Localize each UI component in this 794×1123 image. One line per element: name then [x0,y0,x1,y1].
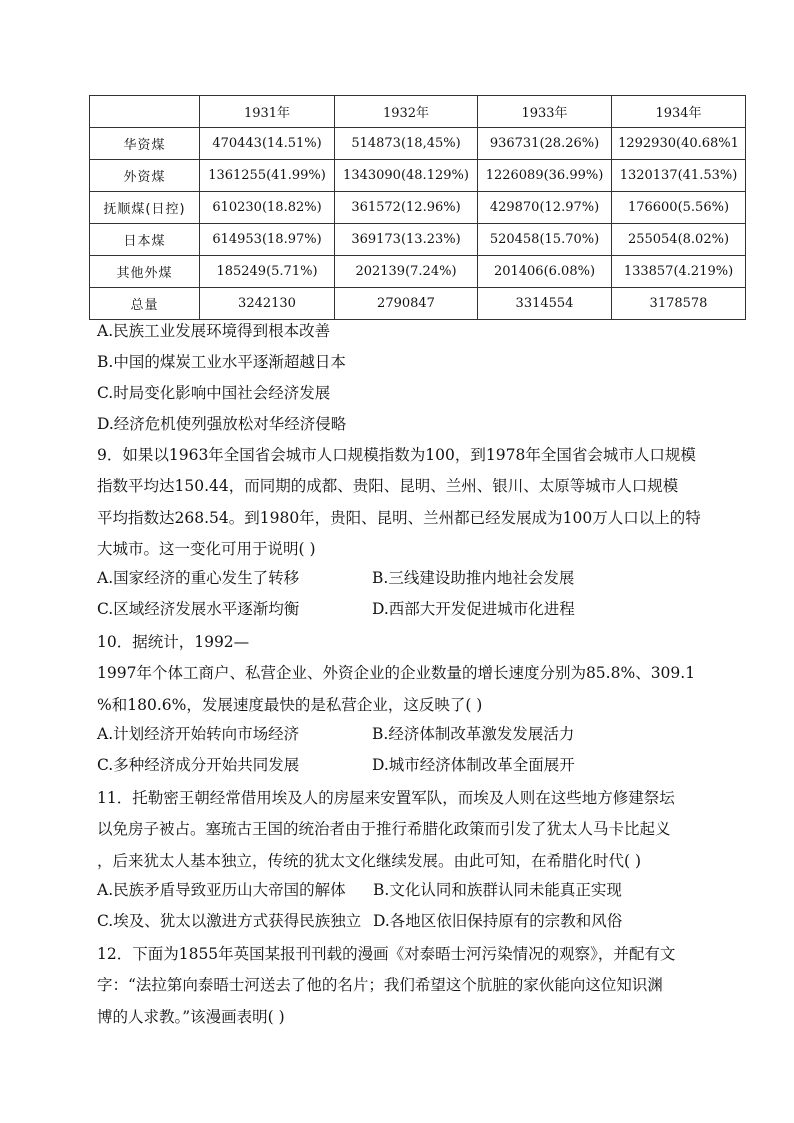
question-10-stem [97,627,723,721]
row-header: 总量 [90,288,200,320]
q10-option-d: D.城市经济体制改革全面展开 [372,756,575,774]
option-c: C.时局变化影响中国社会经济发展 [97,384,331,402]
table-cell: 185249(5.71%) [200,256,335,288]
table-cell: 202139(7.24%) [335,256,478,288]
q9-option-a: A.国家经济的重心发生了转移 [97,569,300,587]
table-cell: 3178578 [612,288,746,320]
q11-option-c: C.埃及、犹太以激进方式获得民族独立 [97,912,362,930]
question-line: 大城市。这一变化可用于说明( ) [97,539,316,558]
table-row [90,192,746,224]
question-line: 平均指数达268.54。到1980年，贵阳、昆明、兰州都已经发展成为100万人口以上的特 [97,508,701,527]
q10-option-b: B.经济体制改革激发发展活力 [372,725,575,743]
table-cell: 176600(5.56%) [612,192,746,224]
row-header: 外资煤 [90,160,200,192]
row-header: 华资煤 [90,128,200,160]
question-line: 11．托勒密王朝经常借用埃及人的房屋来安置军队，而埃及人则在这些地方修建祭坛 [97,789,675,807]
row-header: 其他外煤 [90,256,200,288]
table-row [90,256,746,288]
table-cell: 361572(12.96%) [335,192,478,224]
table-cell: 1320137(41.53%) [612,160,746,192]
row-header: 抚顺煤(日控) [90,192,200,224]
table-cell: 1292930(40.68%1 [612,128,746,160]
q9-option-c: C.区域经济发展水平逐渐均衡 [97,600,300,618]
table-cell: 1226089(36.99%) [478,160,612,192]
question-line: 指数平均达150.44，而同期的成都、贵阳、昆明、兰州、银川、太原等城市人口规模 [97,477,679,496]
question-line: 1997年个体工商户、私营企业、外资企业的企业数量的增长速度分别为85.8%、309.1 [97,664,696,683]
question-line: 12．下面为1855年英国某报刊刊载的漫画《对泰晤士河污染情况的观察》，并配有文 [97,945,676,963]
column-header: 1931年 [200,96,335,128]
column-header: 1933年 [478,96,612,128]
table-cell: 610230(18.82%) [200,192,335,224]
question-line: 9．如果以1963年全国省会城市人口规模指数为100，到1978年全国省会城市人口规模 [97,446,696,464]
q10-option-a: A.计划经济开始转向市场经济 [97,725,300,743]
question-12-stem [97,939,723,1033]
table-cell: 1343090(48.129%) [335,160,478,192]
coal-consumption-table [89,95,746,320]
column-header: 1934年 [612,96,746,128]
table-cell: 3242130 [200,288,335,320]
column-header: 1932年 [335,96,478,128]
table-row [90,160,746,192]
table-cell: 2790847 [335,288,478,320]
table-cell: 520458(15.70%) [478,224,612,256]
table-cell: 201406(6.08%) [478,256,612,288]
q11-option-d: D.各地区依旧保持原有的宗教和风俗 [373,912,623,930]
q9-option-b: B.三线建设助推内地社会发展 [372,569,575,587]
option-a: A.民族工业发展环境得到根本改善 [97,322,331,340]
option-b: B.中国的煤炭工业水平逐渐超越日本 [97,353,346,371]
table-cell: 429870(12.97%) [478,192,612,224]
table-cell: 133857(4.219%) [612,256,746,288]
question-line: ，后来犹太人基本独立，传统的犹太文化继续发展。由此可知，在希腊化时代( ) [97,851,642,870]
table-row [90,128,746,160]
table-cell: 255054(8.02%) [612,224,746,256]
question-9-stem [97,440,723,565]
table-corner-cell [90,96,200,128]
table-header-row [90,96,746,128]
table-cell: 3314554 [478,288,612,320]
table-cell: 614953(18.97%) [200,224,335,256]
row-header: 日本煤 [90,224,200,256]
question-line: 博的人求教。”该漫画表明( ) [97,1007,285,1026]
q9-option-d: D.西部大开发促进城市化进程 [372,600,575,618]
question-line: 10．据统计，1992— [97,633,250,651]
table-row [90,288,746,320]
question-11-stem [97,783,723,877]
table-cell: 936731(28.26%) [478,128,612,160]
question-line: 以免房子被占。塞琉古王国的统治者由于推行希腊化政策而引发了犹太人马卡比起义 [97,820,671,839]
question-line: 字：“法拉第向泰晤士河送去了他的名片；我们希望这个肮脏的家伙能向这位知识渊 [97,976,663,995]
q10-option-c: C.多种经济成分开始共同发展 [97,756,300,774]
q11-option-b: B.文化认同和族群认同未能真正实现 [373,881,622,899]
option-d: D.经济危机使列强放松对华经济侵略 [97,415,347,433]
table-cell: 470443(14.51%) [200,128,335,160]
table-cell: 514873(18,45%) [335,128,478,160]
table-cell: 369173(13.23%) [335,224,478,256]
q11-option-a: A.民族矛盾导致亚历山大帝国的解体 [97,881,346,899]
q8-options [97,316,717,440]
table-row [90,224,746,256]
question-line: %和180.6%，发展速度最快的是私营企业，这反映了( ) [97,695,483,714]
table-cell: 1361255(41.99%) [200,160,335,192]
